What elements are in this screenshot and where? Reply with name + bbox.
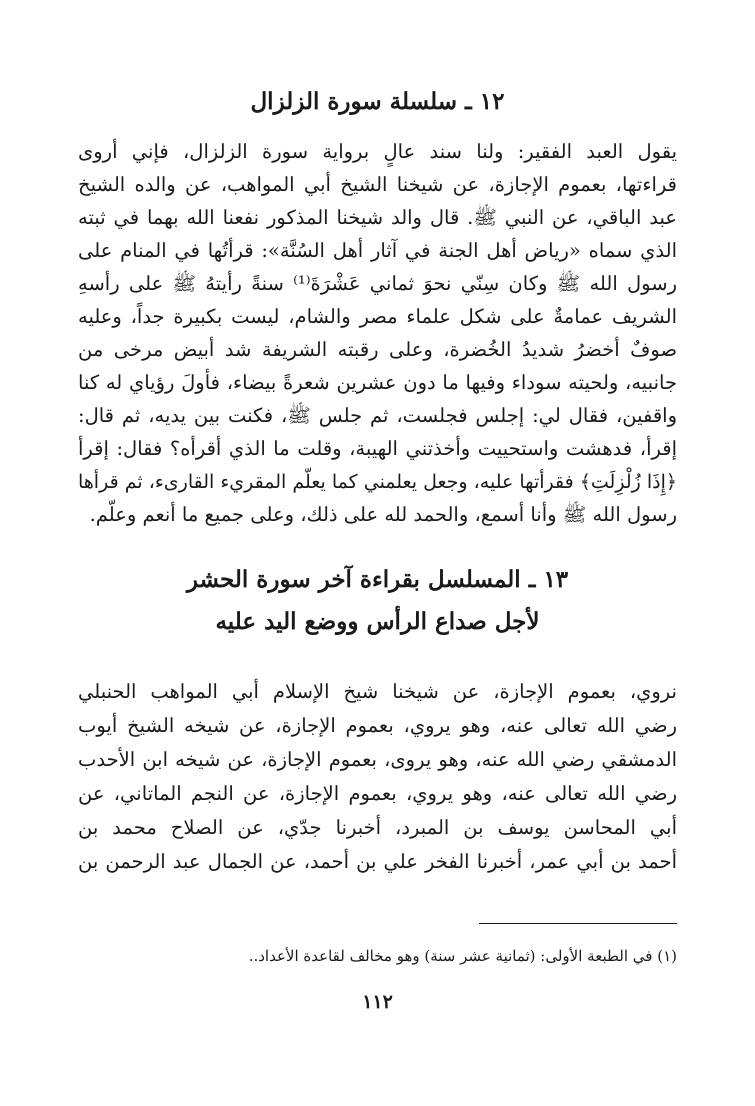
page-number: ١١٢	[362, 991, 393, 1013]
paragraph-line: الشريف عمامةٌ على شكل علماء مصر والشام، ليست بكبيرة جداً، وعليه	[78, 305, 677, 328]
section-13-subtitle: لأجل صداع الرأس ووضع اليد عليه	[215, 608, 540, 635]
paragraph-line: الدمشقي رضي الله عنه، وهو يروى، بعموم الإجازة، عن شيخه ابن الأحدب	[78, 748, 677, 771]
paragraph-line: نروي، بعموم الإجازة، عن شيخنا شيخ الإسلام أبي المواهب الحنبلي	[78, 680, 677, 703]
paragraph-line: رسول الله ﷺ وكان سِنّي نحوَ ثماني عَشْرَةَ⁽¹⁾ سنةً رأيتهُ ﷺ على رأسهِ	[78, 272, 677, 295]
section-12-title: ١٢ ـ سلسلة سورة الزلزال	[250, 88, 505, 115]
paragraph-line: الذي سماه «رياض أهل الجنة في آثار أهل السُنَّة»: قرأتُها في المنام على	[78, 239, 677, 262]
paragraph-line: رسول الله ﷺ وأنا أسمع، والحمد لله على ذلك، وعلى جميع ما أنعم وعلّم.	[89, 503, 677, 526]
paragraph-line: صوفٌ أخضرُ شديدُ الخُضرة، وعلى رقبته الشريفة شد أبيض مرخى من	[78, 338, 677, 361]
footnote-divider	[479, 923, 677, 924]
paragraph-line: إقرأ، فدهشت واستحييت وأخذتني الهيبة، وقلت ما الذي أقرأه؟ فقال: إقرأ	[78, 437, 677, 460]
paragraph-line: يقول العبد الفقير: ولنا سند عالٍ برواية سورة الزلزال، فإني أروى	[78, 140, 677, 163]
section-13-title: ١٣ ـ المسلسل بقراءة آخر سورة الحشر	[186, 566, 569, 593]
paragraph-line: رضي الله تعالى عنه، وهو يروي، بعموم الإجازة، عن شيخه الشيخ أيوب	[78, 714, 677, 737]
paragraph-line: عبد الباقي، عن النبي ﷺ. قال والد شيخنا المذكور نفعنا الله بهما في ثبته	[78, 206, 677, 229]
footnote: (١) في الطبعة الأولى: (ثمانية عشر سنة) وهو مخالف لقاعدة الأعداد..	[248, 947, 677, 965]
paragraph-line: أبي المحاسن يوسف بن المبرد، أخبرنا جدّي، عن الصلاح محمد بن	[78, 816, 677, 839]
paragraph-line: ﴿إِذَا زُلْزِلَتِ﴾ فقرأتها عليه، وجعل يعلمني كما يعلّم المقريء القارىء، ثم قرأها	[78, 471, 677, 493]
paragraph-line: جانبيه، ولحيته سوداء وفيها ما دون عشرين شعرةً بيضاء، فأولَ رؤياي له كنا	[78, 371, 677, 394]
paragraph-line: قراءتها، بعموم الإجازة، عن شيخنا الشيخ أبي المواهب، عن والده الشيخ	[78, 173, 677, 196]
paragraph-line: واقفين، فقال لي: إجلس فجلست، ثم جلس ﷺ، فكنت بين يديه، ثم قال:	[78, 404, 677, 427]
paragraph-line: رضي الله تعالى عنه، وهو يروي، بعموم الإجازة، عن النجم الماتاني، عن	[78, 782, 677, 805]
paragraph-line: أحمد بن أبي عمر، أخبرنا الفخر علي بن أحمد، عن الجمال عبد الرحمن بن	[78, 850, 677, 873]
